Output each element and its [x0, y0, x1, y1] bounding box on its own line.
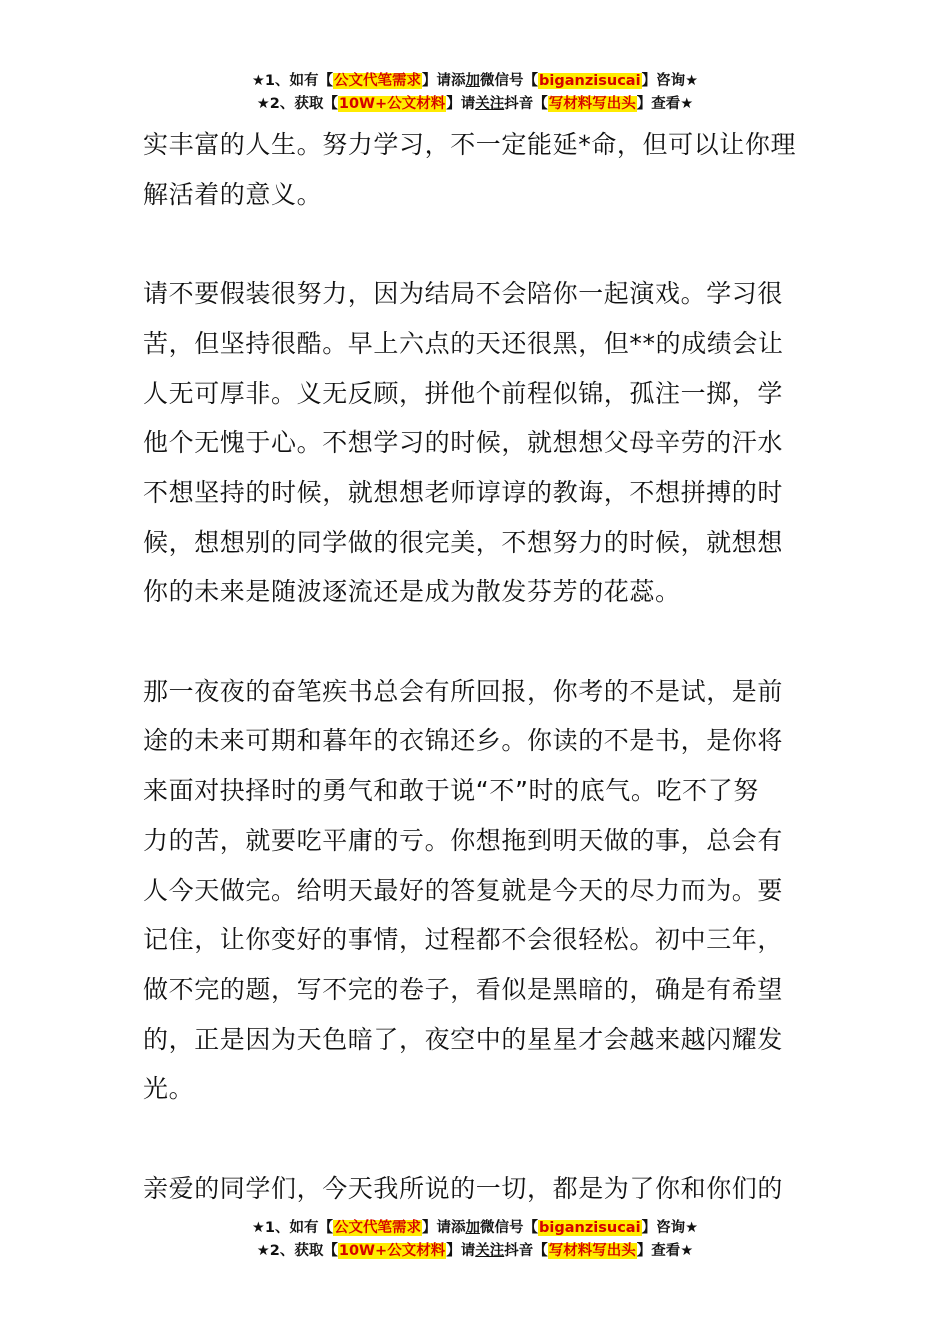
banner-line-1 [0, 1217, 950, 1240]
highlight-materials: 10W+公文材料 [338, 96, 446, 112]
header-banner [0, 70, 950, 116]
paragraph-4: 亲爱的同学们，今天我所说的一切，都是为了你和你们的 [143, 1173, 784, 1203]
banner-text: 】查看★ [636, 96, 694, 112]
banner-text: ★1、如有【 [251, 73, 334, 89]
highlight-douyin-account: 写材料写出头 [548, 1243, 636, 1259]
banner-text: ★2、获取【 [256, 1243, 338, 1259]
banner-line-2 [0, 1240, 950, 1263]
banner-text: 】请 [446, 1243, 476, 1259]
highlight-wechat-id: biganzisucai [539, 73, 641, 89]
banner-text: 抖音【 [504, 96, 548, 112]
banner-text: 微信号【 [480, 73, 539, 89]
highlight-ghostwriting: 公文代笔需求 [334, 1220, 422, 1236]
highlight-wechat-id: biganzisucai [539, 1220, 641, 1236]
banner-line-2 [0, 93, 950, 116]
banner-text: ★1、如有【 [251, 1220, 334, 1236]
paragraph-spacer [143, 1114, 811, 1164]
banner-text: ★2、获取【 [256, 96, 338, 112]
paragraph-spacer [143, 617, 811, 667]
paragraph-2: 请不要假装很努力，因为结局不会陪你一起演戏。学习很 苦，但坚持很酷。早上六点的天还很黑，但**的成绩会让 人无可厚非。义无反顾，拼他个前程似锦，孤注一掷，学 他个无愧于心。不想学习的时候，就想想父母辛劳的汗水 不想坚持的时候，就想想老师谆谆的教诲，不想拼搏的时 候，想想别的同学做的很完美，不想努力的时候，就想想 你的未来是随波逐流还是成为散发芬芳的花蕊。 [143, 279, 784, 607]
banner-underlined-text: 关注 [475, 96, 505, 112]
highlight-douyin-account: 写材料写出头 [548, 96, 636, 112]
banner-text: 】请添 [422, 1220, 466, 1236]
banner-text: 】请添 [422, 73, 466, 89]
banner-text: 】咨询★ [641, 73, 699, 89]
banner-line-1 [0, 70, 950, 93]
banner-underlined-text: 加 [465, 1220, 481, 1236]
banner-text: 抖音【 [504, 1243, 548, 1259]
paragraph-spacer [143, 219, 811, 269]
highlight-ghostwriting: 公文代笔需求 [334, 73, 422, 89]
banner-text: 】查看★ [636, 1243, 694, 1259]
banner-text: 】请 [446, 96, 476, 112]
banner-text: 微信号【 [480, 1220, 539, 1236]
document-body [143, 120, 811, 1213]
banner-underlined-text: 关注 [475, 1243, 505, 1259]
paragraph-3: 那一夜夜的奋笔疾书总会有所回报，你考的不是试，是前 途的未来可期和暮年的衣锦还乡。你读的不是书，是你将 来面对抉择时的勇气和敢于说“不”时的底气。吃不了努 力的苦，就要吃平庸的亏。你想拖到明天做的事，总会有 人今天做完。给明天最好的答复就是今天的尽力而为。要 记住，让你变好的事情，过程都不会很轻松。初中三年， 做不完的题，写不完的卷子，看似是黑暗的，确是有希望 的，正是因为天色暗了，夜空中的星星才会越来越闪耀发 光。 [143, 676, 784, 1104]
banner-underlined-text: 加 [465, 73, 481, 89]
footer-banner [0, 1217, 950, 1263]
highlight-materials: 10W+公文材料 [338, 1243, 446, 1259]
banner-text: 】咨询★ [641, 1220, 699, 1236]
paragraph-1: 实丰富的人生。努力学习，不一定能延*命，但可以让你理 解活着的意义。 [143, 130, 797, 209]
